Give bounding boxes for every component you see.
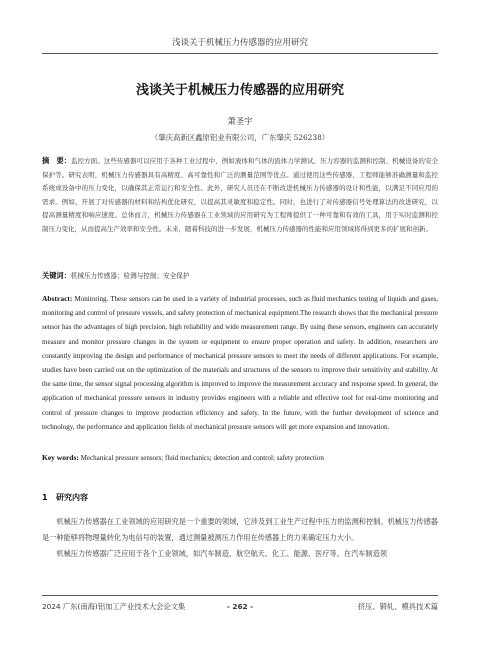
section-number: 1 <box>42 493 48 502</box>
body-paragraph: 机械压力传感器广泛应用于各个工业领域，如汽车制造、航空航天、化工、能源、医疗等。在汽车制造领 <box>56 549 388 559</box>
chinese-abstract-label: 摘 要： <box>42 156 71 165</box>
author-name: 萧圣宇 <box>227 116 253 126</box>
section-body <box>42 514 438 563</box>
english-abstract-label: Abstract: <box>42 294 73 303</box>
article-title: 浅谈关于机械压力传感器的应用研究 <box>135 83 344 98</box>
author-affiliation: （肇庆高新区鑫原铝业有限公司，广东肇庆 526238） <box>150 133 330 142</box>
running-header: 浅谈关于机械压力传感器的应用研究 <box>171 38 308 48</box>
section-title: 研究内容 <box>56 493 88 502</box>
english-keywords-label: Key words: <box>42 453 79 462</box>
chinese-abstract-text: 监控方面。这些传感器可以应用于各种工业过程中，例如液体和气体的流体力学测试、压力容器的监测和控制、机械设备的安全保护等。研究表明，机械压力传感器具有高精度、高可靠性和广泛的测量范围等优点。通过使用这些传感器，工程师能够准确测量和监控系统或设备中的压力变化，以确保其正常运行和安全性。此外，研究人员还在不断改进机械压力传感器的设计和性能，以满足不同应用的需求。例如，开展了对传感器的材料和结构优化研究，以提高其灵敏度和稳定性。同时，也进行了对传感器信号处理算法的改进研究，以提高测量精度和响应速度。总体而言，机械压力传感器在工业领域的应用研究为工程师提供了一种可靠和有效的工具，用于实时监测和控制压力变化，从而提高生产效率和安全性。未来，随着科技的进一步发展，机械压力传感器的性能和应用领域将得到更多的扩展和创新。 <box>42 157 438 233</box>
page-number: - 262 - <box>226 602 254 611</box>
footer-section: 挤压、锻轧、模具技术篇 <box>357 602 438 611</box>
section-heading <box>42 492 88 503</box>
footer-rule <box>42 595 438 596</box>
english-keywords <box>42 453 438 462</box>
chinese-keywords-label: 关键词： <box>42 271 71 280</box>
header-rule <box>42 53 438 54</box>
chinese-keywords <box>42 270 438 281</box>
english-keywords-text: Mechanical pressure sensors; fluid mechanics; detection and control; safety protection <box>80 454 324 462</box>
english-abstract <box>42 292 438 434</box>
chinese-keywords-text: 机械压力传感器；检测与控制；安全保护 <box>70 272 190 280</box>
footer-proceedings: 2024 广东(南海)铝加工产业技术大会论文集 <box>42 602 186 611</box>
body-paragraph: 机械压力传感器在工业领域的应用研究是一个重要的领域，它涉及到工业生产过程中压力的监测和控制。机械压力传感器是一种能够将物理量转化为电信号的装置，通过测量被测压力作用在传感器上的力来确定压力大小。 <box>42 517 438 543</box>
english-abstract-text: Monitoring. These sensors can be used in a variety of industrial processes, such as fluid mechanics testing of liquids and gases, monitoring and control of pressure vessels, and safety protection of mechanical equipment.The research shows that the mechanical pressure sensor has the advantages of high precision, high reliability and wide measurement range. By using these sensors, engineers can accurately measure and monitor pressure changes in the system or equipment to ensure proper operation and safety. In addition, researchers are constantly improving the design and performance of mechanical pressure sensors to meet the needs of different applications. For example, studies have been carried out on the optimization of the materials and structures of the sensors to improve their sensitivity and stability. At the same time, the sensor signal processing algorithm is improved to improve the measurement accuracy and response speed. In general, the application of mechanical pressure sensors in industry provides engineers with a reliable and effective tool for real-time monitoring and control of pressure changes to improve production efficiency and safety. In the future, with the further development of science and technology, the performance and application fields of mechanical pressure sensors will get more expansion and innovation. <box>42 295 438 431</box>
chinese-abstract <box>42 154 438 237</box>
